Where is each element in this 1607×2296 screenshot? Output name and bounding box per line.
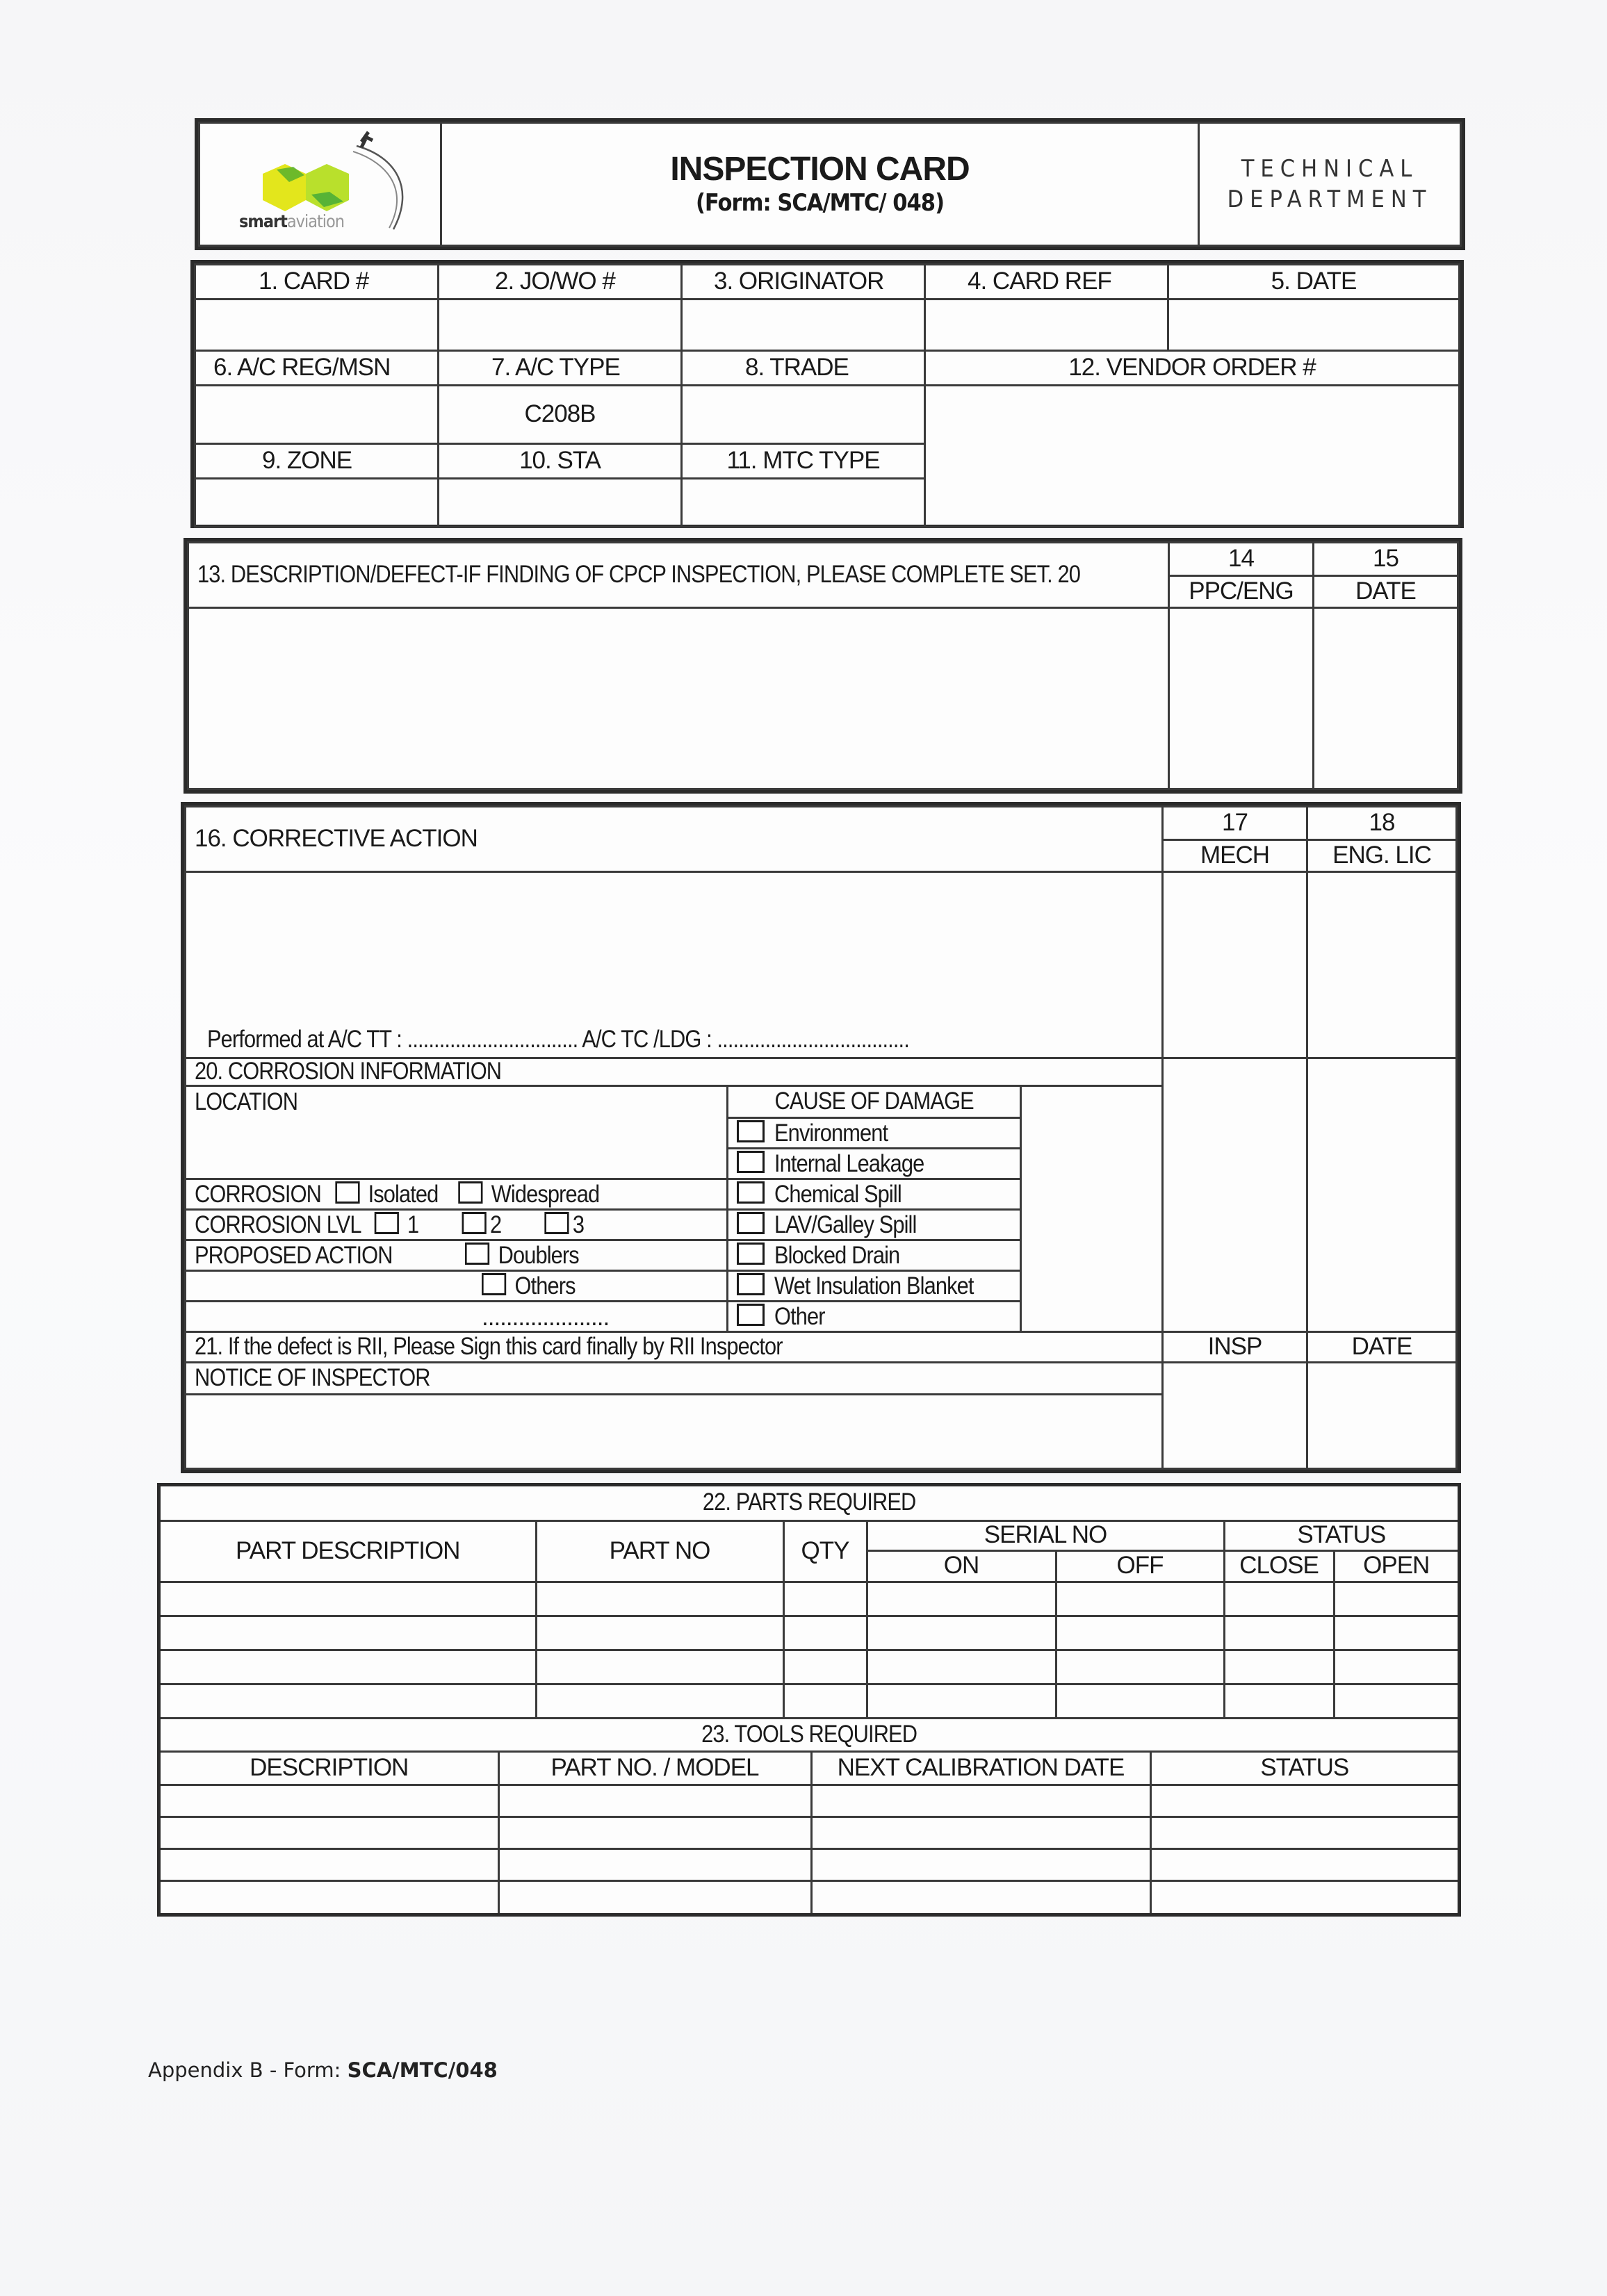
parts-cell[interactable] xyxy=(1334,1684,1458,1718)
checkbox-blocked-drain[interactable] xyxy=(737,1243,765,1265)
card-info-block xyxy=(190,260,1464,528)
proposed-action-label: PROPOSED ACTION xyxy=(195,1241,393,1269)
corrosion-col18 xyxy=(1163,1086,1307,1332)
parts-cell[interactable] xyxy=(867,1650,1056,1684)
parts-row xyxy=(161,1684,1458,1718)
parts-cell[interactable] xyxy=(783,1582,867,1616)
checkbox-isolated[interactable] xyxy=(335,1181,359,1204)
tools-row xyxy=(161,1880,1458,1913)
smart-aviation-logo xyxy=(200,124,440,245)
ppc-eng-label: PPC/ENG xyxy=(1169,576,1314,608)
status-open-header: OPEN xyxy=(1334,1550,1458,1582)
description-date-field[interactable] xyxy=(1314,608,1458,789)
parts-cell[interactable] xyxy=(161,1582,536,1616)
form-title: INSPECTION CARD xyxy=(670,150,970,188)
tools-cell[interactable] xyxy=(498,1817,811,1848)
parts-cell[interactable] xyxy=(1056,1684,1224,1718)
rii-date-field[interactable] xyxy=(1307,1363,1457,1469)
corrosion-info-label xyxy=(186,1058,1163,1086)
corrosion-mech-spacer xyxy=(1163,1058,1307,1086)
tools-cell[interactable] xyxy=(498,1785,811,1817)
corrosion-level-label: CORROSION LVL xyxy=(195,1211,361,1238)
corrosion-level-row xyxy=(186,1210,728,1240)
parts-cell[interactable] xyxy=(536,1650,783,1684)
ac-type-value[interactable]: C208B xyxy=(439,386,682,444)
col-18-number: 18 xyxy=(1307,807,1457,840)
tools-cell[interactable] xyxy=(811,1817,1150,1848)
status-close-header: CLOSE xyxy=(1224,1550,1334,1582)
cause-other-label: Other xyxy=(774,1302,825,1330)
corrosion-info-label-text: 20. CORROSION INFORMATION xyxy=(195,1058,502,1085)
appendix-footer xyxy=(148,2058,498,2082)
parts-cell[interactable] xyxy=(1056,1650,1224,1684)
tools-cell[interactable] xyxy=(161,1848,498,1880)
cause-environment-label: Environment xyxy=(774,1119,888,1147)
cause-chemical-spill[interactable] xyxy=(728,1179,1021,1210)
footer-form-code: SCA/MTC/048 xyxy=(347,2058,498,2082)
col-15-number: 15 xyxy=(1314,543,1458,576)
logo-cell xyxy=(199,123,441,246)
status-header: STATUS xyxy=(1224,1520,1458,1550)
corrosion-type-row xyxy=(186,1179,728,1210)
corrective-action-label: 16. CORRECTIVE ACTION xyxy=(186,807,1163,872)
form-code: (Form: SCA/MTC/ 048) xyxy=(695,189,945,218)
ac-reg-label: 6. A/C REG/MSN xyxy=(195,351,439,386)
mech-label: MECH xyxy=(1163,840,1307,872)
rii-date-label: DATE xyxy=(1307,1332,1457,1363)
description-block xyxy=(183,538,1462,794)
card-ref-field[interactable] xyxy=(925,300,1168,351)
checkbox-level-3[interactable] xyxy=(544,1212,569,1234)
zone-field[interactable] xyxy=(195,479,439,527)
col-17-number: 17 xyxy=(1163,807,1307,840)
tools-cell[interactable] xyxy=(1150,1785,1458,1817)
checkbox-widespread[interactable] xyxy=(458,1181,482,1204)
date-field[interactable] xyxy=(1168,300,1460,351)
logo-text-smart: smart xyxy=(239,211,287,231)
cause-blocked-drain[interactable] xyxy=(728,1240,1021,1271)
corrosion-col19 xyxy=(1307,1086,1457,1332)
performed-tt-label: Performed at A/C TT : xyxy=(207,1026,402,1053)
corrosion-englic-spacer xyxy=(1307,1058,1457,1086)
tools-table xyxy=(161,1719,1458,1913)
insp-field[interactable] xyxy=(1163,1363,1307,1469)
vendor-order-field[interactable] xyxy=(925,386,1460,527)
description-field[interactable] xyxy=(188,608,1169,789)
parts-cell[interactable] xyxy=(1224,1684,1334,1718)
checkbox-internal-leakage[interactable] xyxy=(737,1151,765,1173)
ac-type-label: 7. A/C TYPE xyxy=(439,351,682,386)
parts-cell[interactable] xyxy=(1334,1616,1458,1650)
cause-internal-leakage[interactable] xyxy=(728,1149,1021,1179)
isolated-label: Isolated xyxy=(368,1180,439,1208)
parts-cell[interactable] xyxy=(783,1616,867,1650)
location-label: LOCATION xyxy=(195,1088,298,1115)
title-cell xyxy=(441,123,1199,246)
tool-calibration-header: NEXT CALIBRATION DATE xyxy=(811,1751,1150,1785)
cause-environment[interactable] xyxy=(728,1118,1021,1149)
location-field[interactable] xyxy=(186,1086,728,1179)
mtc-type-field[interactable] xyxy=(682,479,925,527)
proposed-action-row xyxy=(186,1240,728,1271)
corrective-action-field[interactable] xyxy=(186,872,1163,1058)
parts-cell[interactable] xyxy=(1056,1582,1224,1616)
parts-cell[interactable] xyxy=(536,1684,783,1718)
doublers-label: Doublers xyxy=(498,1241,579,1269)
insp-label: INSP xyxy=(1163,1332,1307,1363)
parts-cell[interactable] xyxy=(1224,1650,1334,1684)
card-no-label: 1. CARD # xyxy=(195,265,439,300)
part-description-header: PART DESCRIPTION xyxy=(161,1520,536,1582)
rii-instruction xyxy=(186,1332,1163,1363)
corrective-action-block xyxy=(181,802,1461,1473)
parts-cell[interactable] xyxy=(1056,1616,1224,1650)
others-blank-field[interactable] xyxy=(186,1302,728,1332)
cause-internal-leakage-label: Internal Leakage xyxy=(774,1149,924,1177)
parts-required-text: 22. PARTS REQUIRED xyxy=(702,1489,916,1516)
checkbox-others[interactable] xyxy=(482,1273,506,1295)
notice-of-inspector-text: NOTICE OF INSPECTOR xyxy=(195,1364,430,1392)
others-label: Others xyxy=(514,1272,576,1299)
parts-cell[interactable] xyxy=(783,1684,867,1718)
parts-tools-block xyxy=(157,1483,1461,1917)
notice-of-inspector-field[interactable] xyxy=(186,1395,1163,1469)
cause-wet-insulation[interactable] xyxy=(728,1271,1021,1302)
parts-cell[interactable] xyxy=(161,1616,536,1650)
tools-cell[interactable] xyxy=(161,1817,498,1848)
corrosion-right-spacer xyxy=(1021,1086,1163,1332)
description-date-label: DATE xyxy=(1314,576,1458,608)
tc-ldg-blank[interactable]: .................................... xyxy=(717,1026,909,1053)
parts-cell[interactable] xyxy=(1334,1582,1458,1616)
cause-lav-galley-spill-label: LAV/Galley Spill xyxy=(774,1211,917,1238)
checkbox-level-1[interactable] xyxy=(374,1212,398,1234)
cause-chemical-spill-label: Chemical Spill xyxy=(774,1180,902,1208)
parts-cell[interactable] xyxy=(1224,1616,1334,1650)
zone-label: 9. ZONE xyxy=(195,444,439,479)
tools-cell[interactable] xyxy=(1150,1817,1458,1848)
part-no-header: PART NO xyxy=(536,1520,783,1582)
eng-lic-field[interactable] xyxy=(1307,872,1457,1058)
tool-status-header: STATUS xyxy=(1150,1751,1458,1785)
cause-of-damage-label xyxy=(728,1086,1021,1118)
cause-wet-insulation-label: Wet Insulation Blanket xyxy=(774,1272,974,1299)
sta-field[interactable] xyxy=(439,479,682,527)
parts-required-label xyxy=(161,1486,1458,1520)
col-14-number: 14 xyxy=(1169,543,1314,576)
checkbox-environment[interactable] xyxy=(737,1120,765,1142)
eng-lic-label: ENG. LIC xyxy=(1307,840,1457,872)
ac-reg-field[interactable] xyxy=(195,386,439,444)
tools-row xyxy=(161,1848,1458,1880)
tool-description-header: DESCRIPTION xyxy=(161,1751,498,1785)
sta-label: 10. STA xyxy=(439,444,682,479)
cause-blocked-drain-label: Blocked Drain xyxy=(774,1241,900,1269)
parts-cell[interactable] xyxy=(783,1650,867,1684)
logo-text-aviation: aviation xyxy=(286,211,345,231)
originator-field[interactable] xyxy=(682,300,925,351)
performed-tt-blank[interactable]: ................................ xyxy=(407,1026,578,1053)
level-3-label: 3 xyxy=(572,1211,585,1238)
tools-row xyxy=(161,1817,1458,1848)
parts-cell[interactable] xyxy=(536,1582,783,1616)
checkbox-lav-galley-spill[interactable] xyxy=(737,1212,765,1234)
parts-cell[interactable] xyxy=(867,1684,1056,1718)
others-blank[interactable]: ..................... xyxy=(482,1304,610,1331)
tools-cell[interactable] xyxy=(161,1785,498,1817)
jo-wo-label: 2. JO/WO # xyxy=(439,265,682,300)
mtc-type-label: 11. MTC TYPE xyxy=(682,444,925,479)
serial-on-header: ON xyxy=(867,1550,1056,1582)
card-no-field[interactable] xyxy=(195,300,439,351)
tc-ldg-label: A/C TC /LDG : xyxy=(582,1026,712,1053)
checkbox-wet-insulation[interactable] xyxy=(737,1273,765,1295)
cause-lav-galley-spill[interactable] xyxy=(728,1210,1021,1240)
tool-part-model-header: PART NO. / MODEL xyxy=(498,1751,811,1785)
jo-wo-field[interactable] xyxy=(439,300,682,351)
parts-cell[interactable] xyxy=(536,1616,783,1650)
department-line-2: DEPARTMENT xyxy=(1227,186,1433,213)
vendor-order-label: 12. VENDOR ORDER # xyxy=(925,351,1460,386)
footer-prefix: Appendix B - Form: xyxy=(148,2058,348,2082)
date-label: 5. DATE xyxy=(1168,265,1460,300)
checkbox-level-2[interactable] xyxy=(462,1212,486,1234)
corrosion-label: CORROSION xyxy=(195,1180,322,1208)
tools-cell[interactable] xyxy=(1150,1880,1458,1913)
department-line-1: TECHNICAL xyxy=(1241,154,1419,183)
tools-cell[interactable] xyxy=(811,1785,1150,1817)
description-label xyxy=(188,543,1169,608)
widespread-label: Widespread xyxy=(491,1180,600,1208)
serial-no-header: SERIAL NO xyxy=(867,1520,1224,1550)
tools-cell[interactable] xyxy=(161,1880,498,1913)
parts-cell[interactable] xyxy=(867,1582,1056,1616)
qty-header: QTY xyxy=(783,1520,867,1582)
parts-row xyxy=(161,1582,1458,1616)
cause-of-damage-text: CAUSE OF DAMAGE xyxy=(774,1088,974,1115)
card-ref-label: 4. CARD REF xyxy=(925,265,1168,300)
checkbox-other[interactable] xyxy=(737,1304,765,1326)
parts-cell[interactable] xyxy=(161,1684,536,1718)
serial-off-header: OFF xyxy=(1056,1550,1224,1582)
department-cell xyxy=(1199,123,1461,246)
rii-instruction-text: 21. If the defect is RII, Please Sign this card finally by RII Inspector xyxy=(195,1333,783,1361)
checkbox-doublers[interactable] xyxy=(465,1243,489,1265)
parts-row xyxy=(161,1650,1458,1684)
parts-cell[interactable] xyxy=(1334,1650,1458,1684)
header-block xyxy=(195,118,1465,250)
tools-cell[interactable] xyxy=(811,1880,1150,1913)
tools-cell[interactable] xyxy=(1150,1848,1458,1880)
mech-field[interactable] xyxy=(1163,872,1307,1058)
tools-cell[interactable] xyxy=(811,1848,1150,1880)
tools-required-text: 23. TOOLS REQUIRED xyxy=(701,1720,917,1748)
tools-required-label xyxy=(161,1719,1458,1751)
proposed-others-row xyxy=(186,1271,728,1302)
parts-cell[interactable] xyxy=(1224,1582,1334,1616)
level-1-label: 1 xyxy=(407,1211,419,1238)
tools-cell[interactable] xyxy=(498,1880,811,1913)
notice-of-inspector-label xyxy=(186,1363,1163,1395)
trade-label: 8. TRADE xyxy=(682,351,925,386)
parts-row xyxy=(161,1616,1458,1650)
parts-table xyxy=(161,1486,1458,1719)
description-label-text: 13. DESCRIPTION/DEFECT-IF FINDING OF CPCP INSPECTION, PLEASE COMPLETE SET. 20 xyxy=(197,561,1081,589)
ppc-eng-field[interactable] xyxy=(1169,608,1314,789)
cause-other[interactable] xyxy=(728,1302,1021,1332)
tools-row xyxy=(161,1785,1458,1817)
checkbox-chemical-spill[interactable] xyxy=(737,1181,765,1204)
tools-cell[interactable] xyxy=(498,1848,811,1880)
parts-cell[interactable] xyxy=(867,1616,1056,1650)
parts-cell[interactable] xyxy=(161,1650,536,1684)
trade-field[interactable] xyxy=(682,386,925,444)
level-2-label: 2 xyxy=(489,1211,502,1238)
originator-label: 3. ORIGINATOR xyxy=(682,265,925,300)
